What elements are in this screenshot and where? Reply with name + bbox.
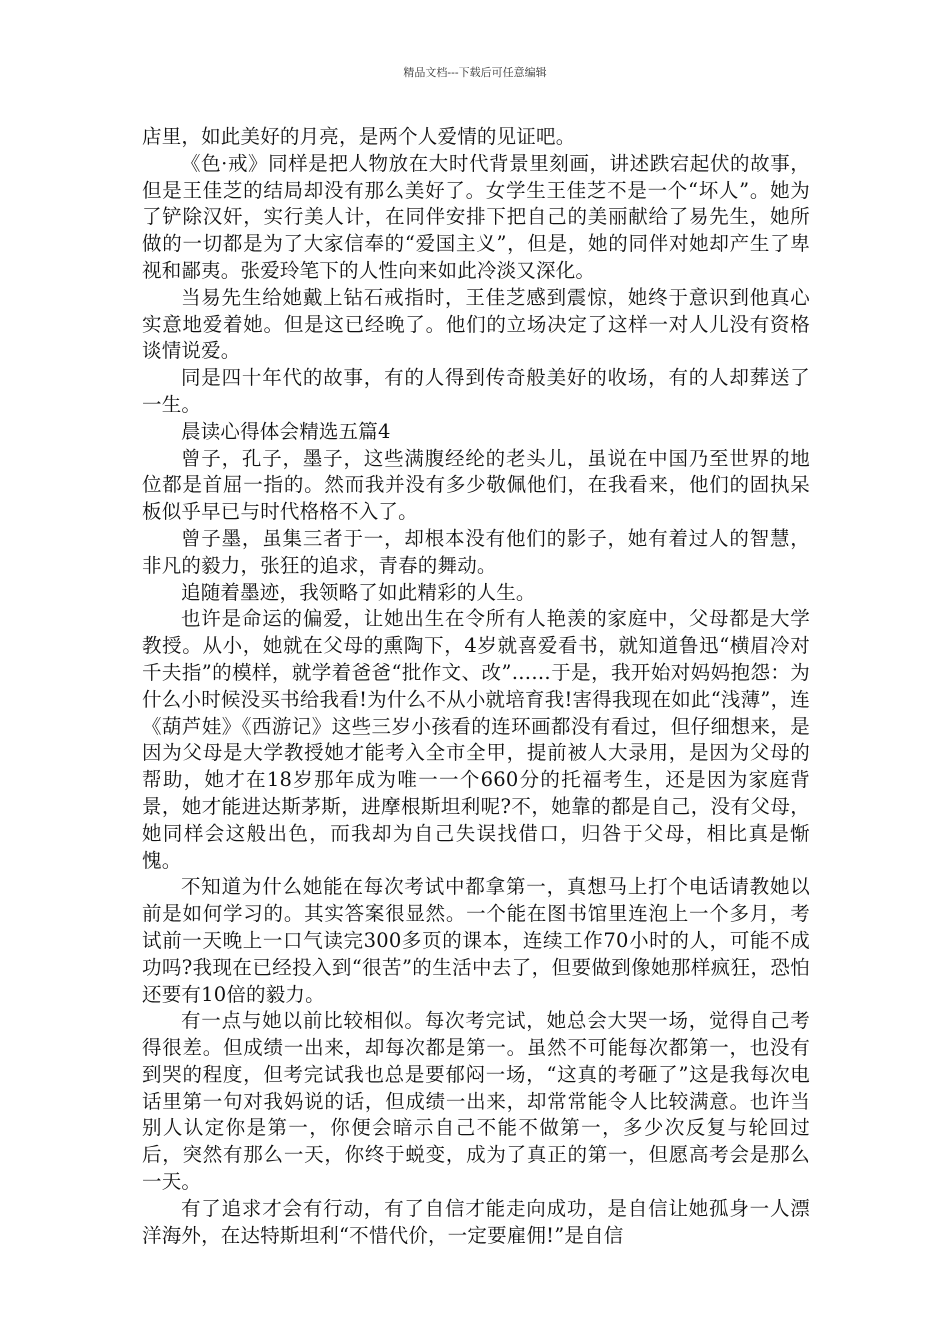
paragraph: 不知道为什么她能在每次考试中都拿第一，真想马上打个电话请教她以前是如何学习的。其实答案很显然。一个能在图书馆里连泡上一个多月，考试前一天晚上一口气读完300多页的课本，连续工作70小时的人，可能不成功吗?我现在已经投入到“很苦”的生活中去了，但要做到像她那样疯狂，恐怕还要有10倍的毅力。 <box>142 875 810 1006</box>
paragraph: 曾子，孔子，墨子，这些满腹经纶的老头儿，虽说在中国乃至世界的地位都是首屈一指的。然而我并没有多少敬佩他们，在我看来，他们的固执呆板似乎早已与时代格格不入了。 <box>142 446 810 524</box>
document-body <box>142 124 810 1249</box>
paragraph: 同是四十年代的故事，有的人得到传奇般美好的收场，有的人却葬送了一生。 <box>142 366 810 416</box>
paragraph: 有一点与她以前比较相似。每次考完试，她总会大哭一场，觉得自己考得很差。但成绩一出来，却每次都是第一。虽然不可能每次都第一，也没有到哭的程度，但考完试我也总是要郁闷一场，“这真的考砸了”这是我每次电话里第一句对我妈说的话，但成绩一出来，却常常能令人比较满意。也许当别人认定你是第一，你便会暗示自己不能不做第一，多少次反复与轮回过后，突然有那么一天，你终于蜕变，成为了真正的第一，但愿高考会是那么一天。 <box>142 1009 810 1194</box>
paragraph: 店里，如此美好的月亮，是两个人爱情的见证吧。 <box>142 125 576 148</box>
paragraph: 有了追求才会有行动，有了自信才能走向成功，是自信让她孤身一人漂洋海外，在达特斯坦利“不惜代价，一定要雇佣!”是自信 <box>142 1196 810 1247</box>
paragraph: 追随着墨迹，我领略了如此精彩的人生。 <box>181 580 536 604</box>
paragraph: 《色·戒》同样是把人物放在大时代背景里刻画，讲述跌宕起伏的故事，但是王佳芝的结局却没有那么美好了。女学生王佳芝不是一个“坏人”。她为了铲除汉奸，实行美人计，在同伴安排下把自己的美丽献给了易先生，她所做的一切都是为了大家信奉的“爱国主义”，但是，她的同伴对她却产生了卑视和鄙夷。张爱玲笔下的人性向来如此冷淡又深化。 <box>142 151 810 282</box>
page-header: 精品文档---下载后可任意编辑 <box>403 66 547 79</box>
paragraph: 当易先生给她戴上钻石戒指时，王佳芝感到震惊，她终于意识到他真心实意地爱着她。但是这已经晚了。他们的立场决定了这样一对人儿没有资格谈情说爱。 <box>142 285 810 363</box>
paragraph: 曾子墨，虽集三者于一，却根本没有他们的影子，她有着过人的智慧，非凡的毅力，张狂的追求，青春的舞动。 <box>142 526 810 577</box>
section-heading: 晨读心得体会精选五篇4 <box>181 419 391 443</box>
paragraph: 也许是命运的偏爱，让她出生在令所有人艳羡的家庭中，父母都是大学教授。从小，她就在父母的熏陶下，4岁就喜爱看书，就知道鲁迅“横眉冷对千夫指”的模样，就学着爸爸“批作文、改”……于是，我开始对妈妈抱怨：为什么小时候没买书给我看!为什么不从小就培育我!害得我现在如此“浅薄”，连《葫芦娃》《西游记》这些三岁小孩看的连环画都没有看过，但仔细想来，是因为父母是大学教授她才能考入全市全甲，提前被人大录用，是因为父母的帮助，她才在18岁那年成为唯一一个660分的托福考生，还是因为家庭背景，她才能进达斯茅斯，进摩根斯坦利呢?不，她靠的都是自己，没有父母，她同样会这般出色，而我却为自己失误找借口，归咎于父母，相比真是惭愧。 <box>142 607 810 872</box>
